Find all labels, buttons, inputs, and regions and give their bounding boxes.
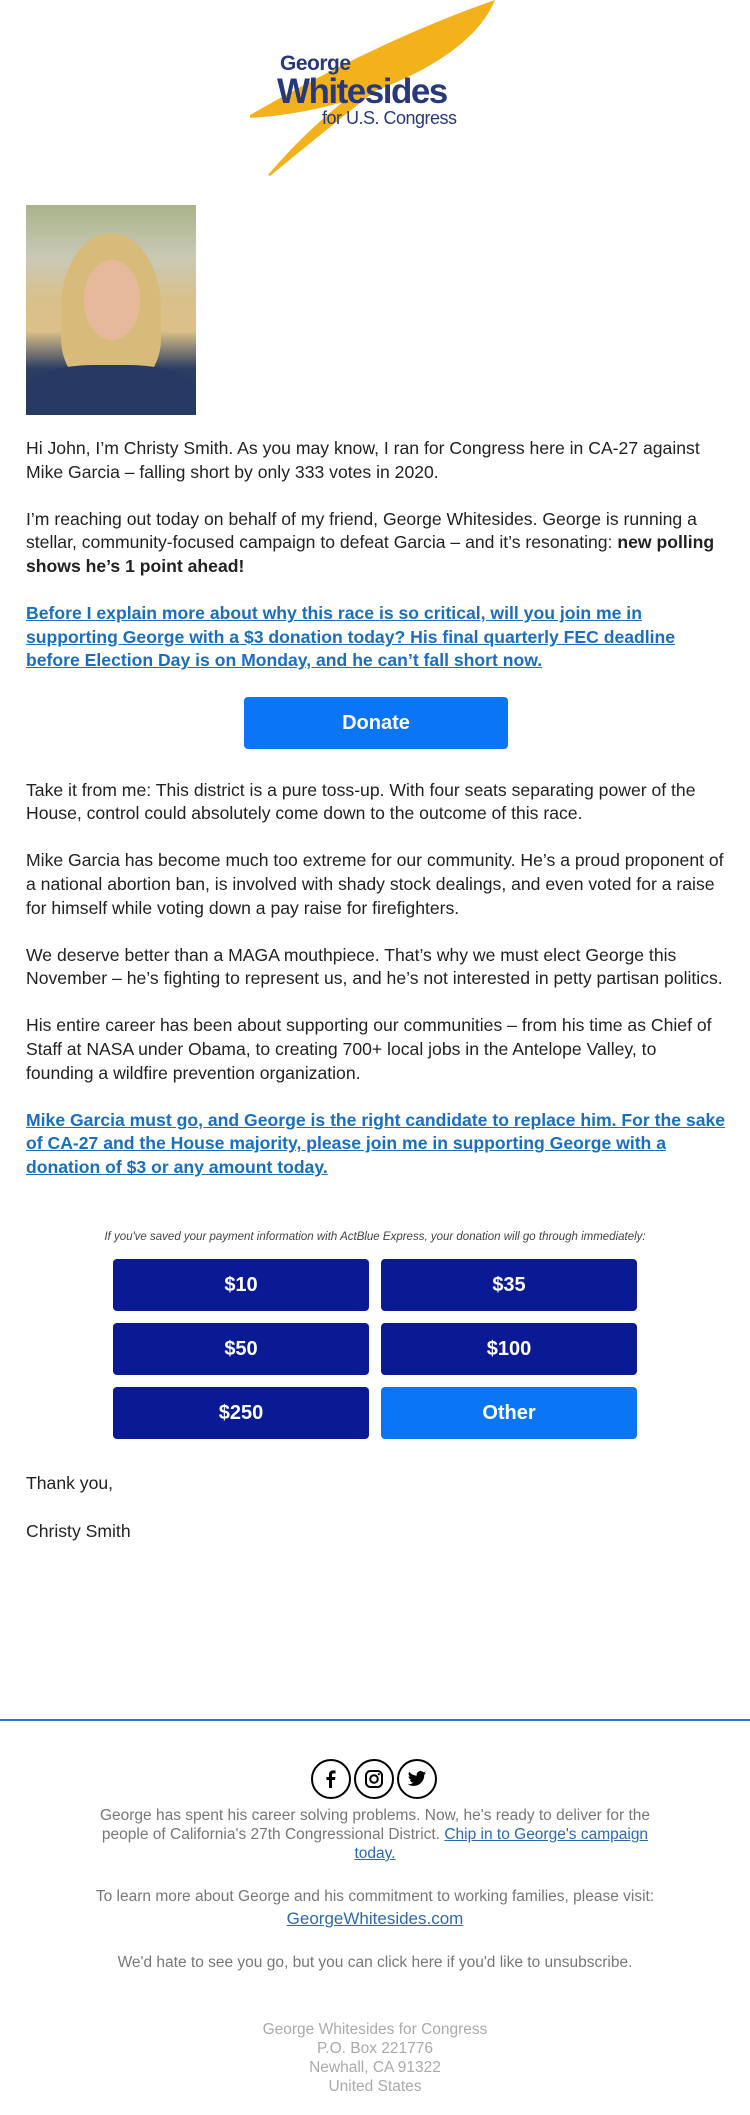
website-link[interactable]: GeorgeWhitesides.com xyxy=(286,1909,464,1928)
logo-first-name: George xyxy=(280,52,351,75)
christy-smith-photo xyxy=(26,205,196,415)
chip-in-link[interactable]: Chip in to George's campaign today. xyxy=(354,1826,649,1862)
actblue-express-note: If you've saved your payment information with ActBlue Express, your donation will go through immediately: xyxy=(104,1231,646,1243)
donate-ask-link[interactable]: Before I explain more about why this race is so critical, will you join me in supporting George with a $3 donation today? His final quarterly FEC deadline before Election Day is on Monday, and he can’t fall short now. xyxy=(26,603,676,671)
closing-donate-link[interactable]: Mike Garcia must go, and George is the right candidate to replace him. For the sake of CA-27 and the House majority, please join me in supporting George with a donation of $3 or any amount today. xyxy=(26,1109,726,1178)
signoff-thanks: Thank you, xyxy=(26,1473,114,1493)
unsubscribe-text[interactable]: We'd hate to see you go, but you can click here if you'd like to unsubscribe. xyxy=(117,1954,633,1971)
email-body xyxy=(26,437,726,1203)
footer-learn-more: To learn more about George and his commitment to working families, please visit: GeorgeWhitesides.com xyxy=(95,1888,655,1928)
intro-paragraph: Hi John, I’m Christy Smith. As you may know, I ran for Congress here in CA-27 against Mike Garcia – falling short by only 333 votes in 2020. xyxy=(26,438,700,482)
donate-10-button[interactable]: $10 xyxy=(113,1259,369,1311)
social-links xyxy=(311,1759,437,1799)
donate-250-button[interactable]: $250 xyxy=(113,1387,369,1439)
tossup-paragraph: Take it from me: This district is a pure toss-up. With four seats separating power of the House, control could absolutely come down to the outcome of this race. xyxy=(26,779,696,824)
donate-50-button[interactable]: $50 xyxy=(113,1323,369,1375)
garcia-paragraph: Mike Garcia has become much too extreme for our community. He’s a proud proponent of a national abortion ban, is involved with shady stock dealings, and even voted for a raise for himself while voting down a pay raise for firefighters. xyxy=(26,850,724,918)
mailing-address: George Whitesides for Congress P.O. Box 221776 Newhall, CA 91322 United States xyxy=(262,2021,488,2095)
behalf-paragraph: I’m reaching out today on behalf of my friend, George Whitesides. George is running a stellar, community-focused campaign to defeat Garcia – and it’s resonating: new polling shows he’s 1 point ahead! xyxy=(26,508,715,576)
campaign-logo xyxy=(240,0,510,180)
instagram-icon[interactable] xyxy=(354,1759,394,1799)
polling-highlight: new polling shows he’s 1 point ahead! xyxy=(26,532,715,576)
donate-100-button[interactable]: $100 xyxy=(381,1323,637,1375)
facebook-icon[interactable] xyxy=(311,1759,351,1799)
career-paragraph: His entire career has been about supporting our communities – from his time as Chief of Staff at NASA under Obama, to creating 700+ local jobs in the Antelope Valley, to founding a wildfire prevention organization. xyxy=(26,1015,712,1083)
logo-tagline: for U.S. Congress xyxy=(322,108,457,128)
donate-button[interactable]: Donate xyxy=(244,697,508,749)
twitter-icon[interactable] xyxy=(397,1759,437,1799)
logo-last-name: Whitesides xyxy=(277,72,447,111)
maga-paragraph: We deserve better than a MAGA mouthpiece. That’s why we must elect George this November – he’s fighting to represent us, and he’s not interested in petty partisan politics. xyxy=(26,944,723,989)
donate-other-button[interactable]: Other xyxy=(381,1387,637,1439)
donate-35-button[interactable]: $35 xyxy=(381,1259,637,1311)
footer-pitch: George has spent his career solving problems. Now, he's ready to deliver for the people of California's 27th Congressional District. Chip in to George's campaign today. xyxy=(99,1807,651,1862)
signoff-name: Christy Smith xyxy=(26,1521,131,1541)
footer-divider xyxy=(0,1719,750,1721)
